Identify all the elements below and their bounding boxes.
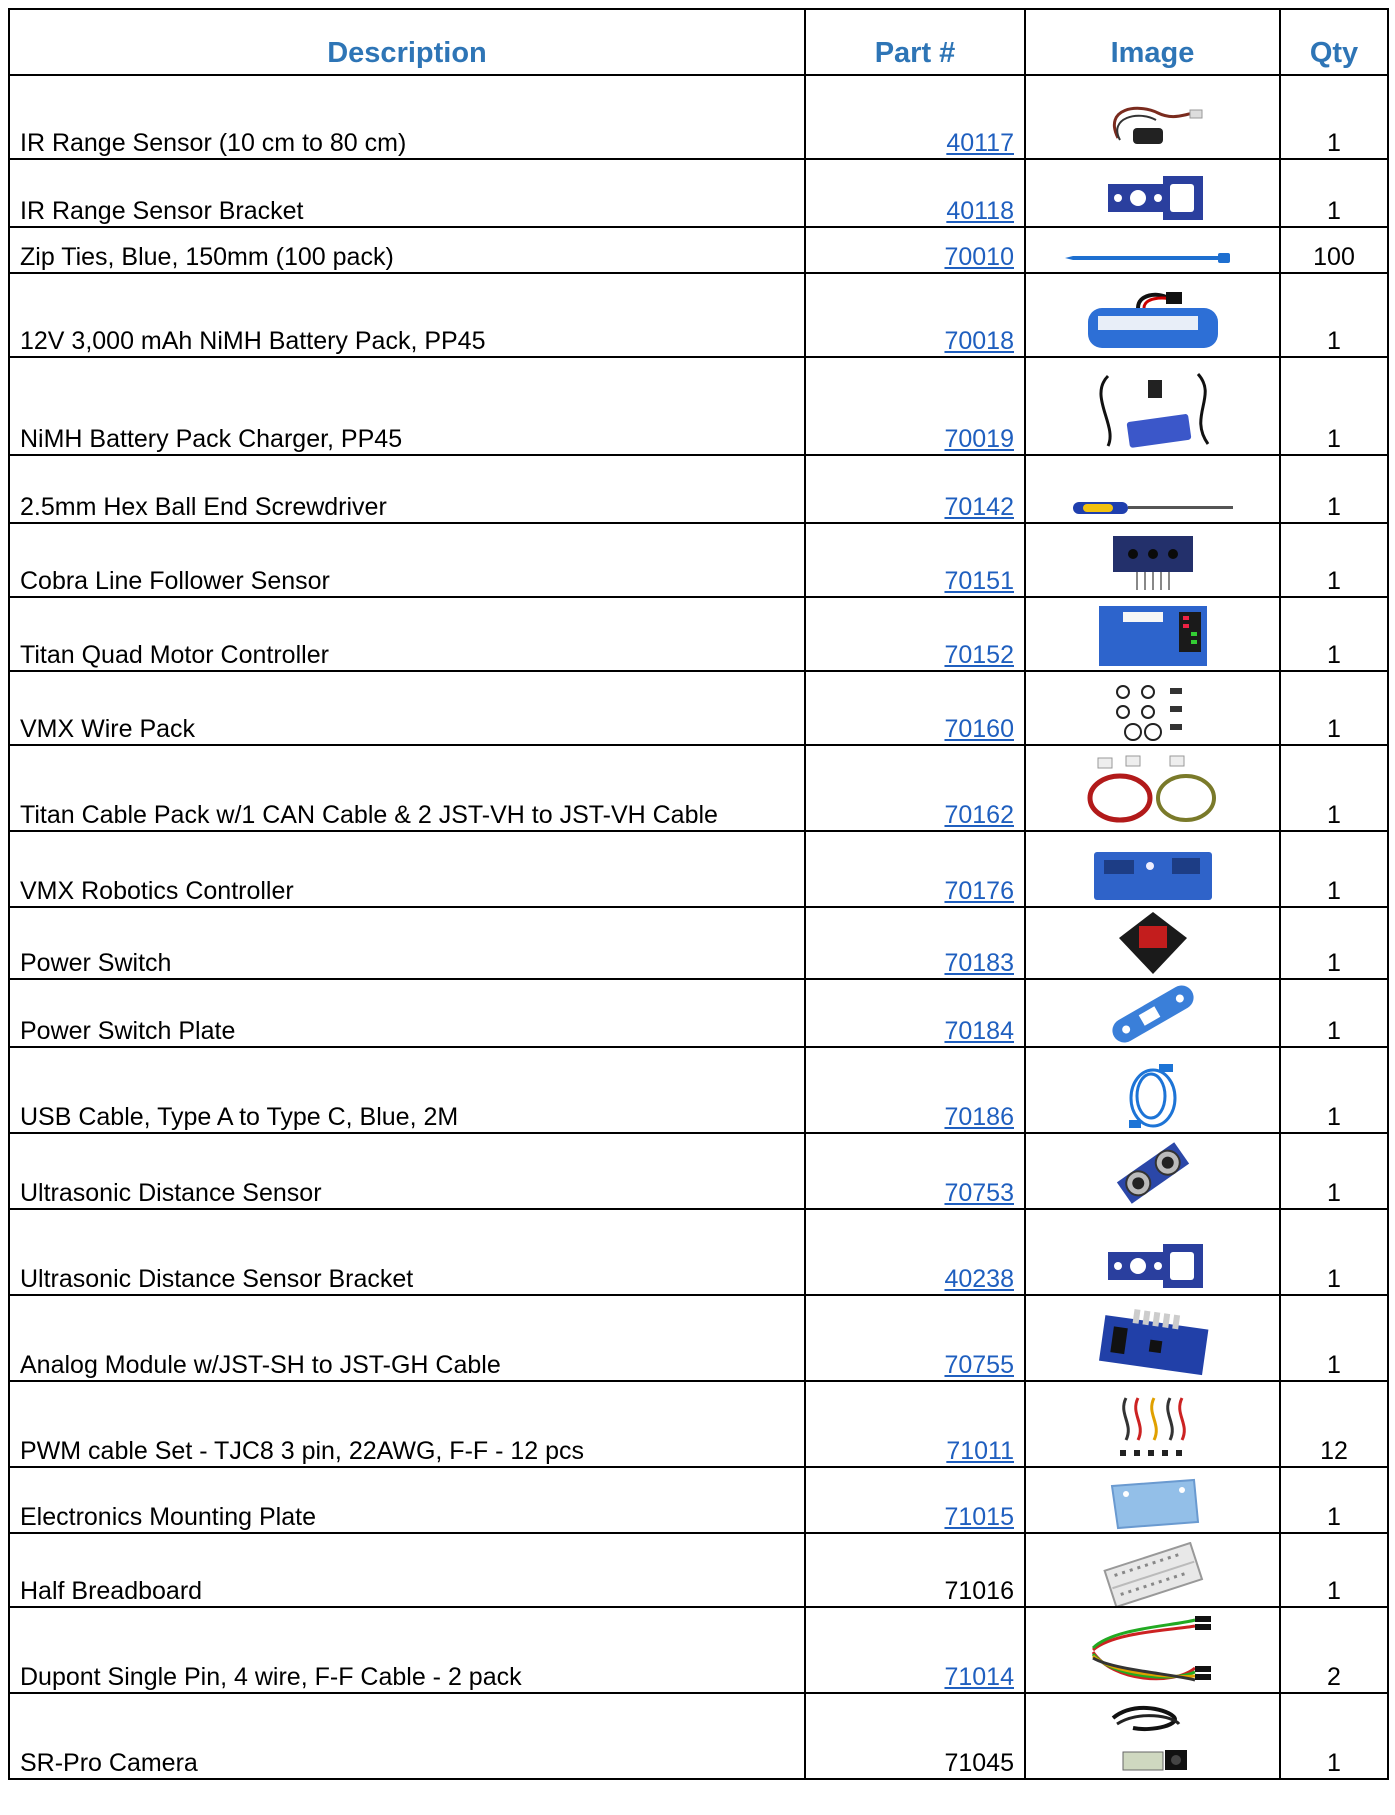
- part-number-cell: [805, 1209, 1025, 1295]
- screwdriver-icon: [1068, 493, 1238, 521]
- part-quantity: 1: [1280, 273, 1388, 357]
- part-description: IR Range Sensor (10 cm to 80 cm): [9, 75, 805, 159]
- part-image-cell: [1025, 1693, 1280, 1779]
- table-row: [9, 75, 1388, 159]
- header-qty: Qty: [1280, 9, 1388, 75]
- part-quantity: 1: [1280, 357, 1388, 455]
- part-image-cell: [1025, 523, 1280, 597]
- usb-cable-icon: [1113, 1080, 1193, 1108]
- part-quantity: 100: [1280, 227, 1388, 273]
- part-image-cell: [1025, 597, 1280, 671]
- parts-table: [8, 8, 1389, 1780]
- part-number-cell: [805, 1381, 1025, 1467]
- part-number-link[interactable]: 70019: [944, 425, 1014, 453]
- part-image-cell: [1025, 227, 1280, 273]
- table-row: [9, 1209, 1388, 1295]
- part-number-cell: [805, 1533, 1025, 1607]
- part-number-link[interactable]: 71014: [944, 1663, 1014, 1691]
- battery-pack-icon: [1078, 306, 1228, 334]
- table-row: [9, 1381, 1388, 1467]
- table-row: [9, 273, 1388, 357]
- part-image-cell: [1025, 75, 1280, 159]
- part-description: IR Range Sensor Bracket: [9, 159, 805, 227]
- switch-plate-icon: [1098, 999, 1208, 1027]
- part-number-link[interactable]: 70186: [944, 1103, 1014, 1131]
- table-row: [9, 1533, 1388, 1607]
- part-description: VMX Wire Pack: [9, 671, 805, 745]
- part-number-cell: [805, 745, 1025, 831]
- part-number-link[interactable]: 70162: [944, 801, 1014, 829]
- part-description: 2.5mm Hex Ball End Screwdriver: [9, 455, 805, 523]
- part-quantity: 1: [1280, 597, 1388, 671]
- part-number-link[interactable]: 71011: [946, 1437, 1014, 1465]
- part-number-cell: [805, 907, 1025, 979]
- part-quantity: 1: [1280, 1209, 1388, 1295]
- part-number-cell: [805, 671, 1025, 745]
- table-row: [9, 523, 1388, 597]
- part-description: USB Cable, Type A to Type C, Blue, 2M: [9, 1047, 805, 1133]
- part-number-cell: [805, 159, 1025, 227]
- part-quantity: 1: [1280, 75, 1388, 159]
- table-row: [9, 1607, 1388, 1693]
- table-row: [9, 1047, 1388, 1133]
- table-row: [9, 1693, 1388, 1779]
- part-quantity: 1: [1280, 1467, 1388, 1533]
- sensor-bracket-icon: [1098, 1251, 1208, 1279]
- table-row: [9, 597, 1388, 671]
- part-image-cell: [1025, 1467, 1280, 1533]
- part-description: Power Switch: [9, 907, 805, 979]
- part-number-link[interactable]: 70184: [944, 1017, 1014, 1045]
- part-number-link[interactable]: 70160: [944, 715, 1014, 743]
- part-image-cell: [1025, 357, 1280, 455]
- part-image-cell: [1025, 273, 1280, 357]
- part-number-cell: [805, 1133, 1025, 1209]
- wire-pack-icon: [1098, 696, 1208, 724]
- part-quantity: 1: [1280, 1295, 1388, 1381]
- part-number-text: 71016: [944, 1577, 1014, 1605]
- part-number-link[interactable]: 70183: [944, 949, 1014, 977]
- table-row: [9, 1467, 1388, 1533]
- part-number-text: 71045: [944, 1749, 1014, 1777]
- header-image: Image: [1025, 9, 1280, 75]
- part-description: Half Breadboard: [9, 1533, 805, 1607]
- pwm-cables-icon: [1108, 1413, 1198, 1441]
- part-quantity: 1: [1280, 1133, 1388, 1209]
- part-image-cell: [1025, 159, 1280, 227]
- part-description: Titan Cable Pack w/1 CAN Cable & 2 JST-VH to JST-VH Cable: [9, 745, 805, 831]
- part-description: VMX Robotics Controller: [9, 831, 805, 907]
- cable-coils-icon: [1078, 776, 1228, 804]
- ultrasonic-sensor-icon: [1108, 1158, 1198, 1186]
- part-description: Power Switch Plate: [9, 979, 805, 1047]
- part-image-cell: [1025, 455, 1280, 523]
- part-image-cell: [1025, 979, 1280, 1047]
- part-quantity: 1: [1280, 1047, 1388, 1133]
- part-number-cell: [805, 1607, 1025, 1693]
- part-number-link[interactable]: 70176: [944, 877, 1014, 905]
- part-image-cell: [1025, 831, 1280, 907]
- part-number-cell: [805, 523, 1025, 597]
- table-row: [9, 455, 1388, 523]
- part-description: Ultrasonic Distance Sensor: [9, 1133, 805, 1209]
- part-number-cell: [805, 75, 1025, 159]
- table-row: [9, 1295, 1388, 1381]
- part-quantity: 1: [1280, 745, 1388, 831]
- part-number-cell: [805, 1467, 1025, 1533]
- table-row: [9, 357, 1388, 455]
- table-row: [9, 1133, 1388, 1209]
- part-number-link[interactable]: 70755: [944, 1351, 1014, 1379]
- part-number-cell: [805, 1295, 1025, 1381]
- part-quantity: 12: [1280, 1381, 1388, 1467]
- part-description: Ultrasonic Distance Sensor Bracket: [9, 1209, 805, 1295]
- part-number-cell: [805, 1693, 1025, 1779]
- part-number-cell: [805, 597, 1025, 671]
- part-image-cell: [1025, 671, 1280, 745]
- part-number-cell: [805, 979, 1025, 1047]
- part-number-cell: [805, 1047, 1025, 1133]
- part-quantity: 1: [1280, 523, 1388, 597]
- part-description: Dupont Single Pin, 4 wire, F-F Cable - 2 pack: [9, 1607, 805, 1693]
- part-quantity: 1: [1280, 831, 1388, 907]
- part-quantity: 1: [1280, 979, 1388, 1047]
- part-image-cell: [1025, 1295, 1280, 1381]
- motor-controller-icon: [1093, 621, 1213, 649]
- table-row: [9, 979, 1388, 1047]
- part-image-cell: [1025, 745, 1280, 831]
- part-image-cell: [1025, 1047, 1280, 1133]
- part-description: PWM cable Set - TJC8 3 pin, 22AWG, F-F - 12 pcs: [9, 1381, 805, 1467]
- part-image-cell: [1025, 1381, 1280, 1467]
- robotics-controller-icon: [1088, 860, 1218, 888]
- part-number-link[interactable]: 70018: [944, 327, 1014, 355]
- part-description: Electronics Mounting Plate: [9, 1467, 805, 1533]
- part-image-cell: [1025, 907, 1280, 979]
- part-number-link[interactable]: 40117: [946, 129, 1014, 157]
- table-row: [9, 671, 1388, 745]
- dupont-cable-icon: [1083, 1637, 1223, 1665]
- part-quantity: 2: [1280, 1607, 1388, 1693]
- part-description: NiMH Battery Pack Charger, PP45: [9, 357, 805, 455]
- part-number-link[interactable]: 70753: [944, 1179, 1014, 1207]
- part-description: 12V 3,000 mAh NiMH Battery Pack, PP45: [9, 273, 805, 357]
- part-image-cell: [1025, 1209, 1280, 1295]
- ir-sensor-cable-icon: [1098, 113, 1208, 141]
- zip-tie-icon: [1063, 243, 1243, 271]
- table-row: [9, 831, 1388, 907]
- part-number-link[interactable]: 40238: [944, 1265, 1014, 1293]
- part-number-link[interactable]: 40118: [946, 197, 1014, 225]
- part-quantity: 1: [1280, 1693, 1388, 1779]
- part-number-cell: [805, 831, 1025, 907]
- charger-icon: [1078, 395, 1228, 423]
- part-number-cell: [805, 357, 1025, 455]
- table-row: [9, 745, 1388, 831]
- part-image-cell: [1025, 1533, 1280, 1607]
- part-description: Cobra Line Follower Sensor: [9, 523, 805, 597]
- header-part-number: Part #: [805, 9, 1025, 75]
- header-description: Description: [9, 9, 805, 75]
- table-row: [9, 907, 1388, 979]
- part-description: Zip Ties, Blue, 150mm (100 pack): [9, 227, 805, 273]
- part-image-cell: [1025, 1133, 1280, 1209]
- breadboard-icon: [1098, 1559, 1208, 1587]
- part-quantity: 1: [1280, 671, 1388, 745]
- table-row: [9, 227, 1388, 273]
- sensor-bracket-icon: [1098, 183, 1208, 211]
- header-row: [9, 9, 1388, 75]
- part-description: Titan Quad Motor Controller: [9, 597, 805, 671]
- part-number-link[interactable]: 70142: [944, 493, 1014, 521]
- line-sensor-board-icon: [1103, 548, 1203, 576]
- part-number-cell: [805, 227, 1025, 273]
- part-quantity: 1: [1280, 907, 1388, 979]
- part-quantity: 1: [1280, 1533, 1388, 1607]
- part-description: Analog Module w/JST-SH to JST-GH Cable: [9, 1295, 805, 1381]
- camera-icon: [1093, 1723, 1213, 1751]
- rocker-switch-icon: [1113, 928, 1193, 956]
- mounting-plate-icon: [1098, 1489, 1208, 1517]
- part-number-link[interactable]: 70010: [944, 243, 1014, 271]
- part-number-cell: [805, 273, 1025, 357]
- part-quantity: 1: [1280, 455, 1388, 523]
- part-number-cell: [805, 455, 1025, 523]
- part-image-cell: [1025, 1607, 1280, 1693]
- part-number-link[interactable]: 70151: [944, 567, 1014, 595]
- part-number-link[interactable]: 70152: [944, 641, 1014, 669]
- part-number-link[interactable]: 71015: [944, 1503, 1014, 1531]
- analog-module-icon: [1088, 1328, 1218, 1356]
- part-quantity: 1: [1280, 159, 1388, 227]
- table-row: [9, 159, 1388, 227]
- part-description: SR-Pro Camera: [9, 1693, 805, 1779]
